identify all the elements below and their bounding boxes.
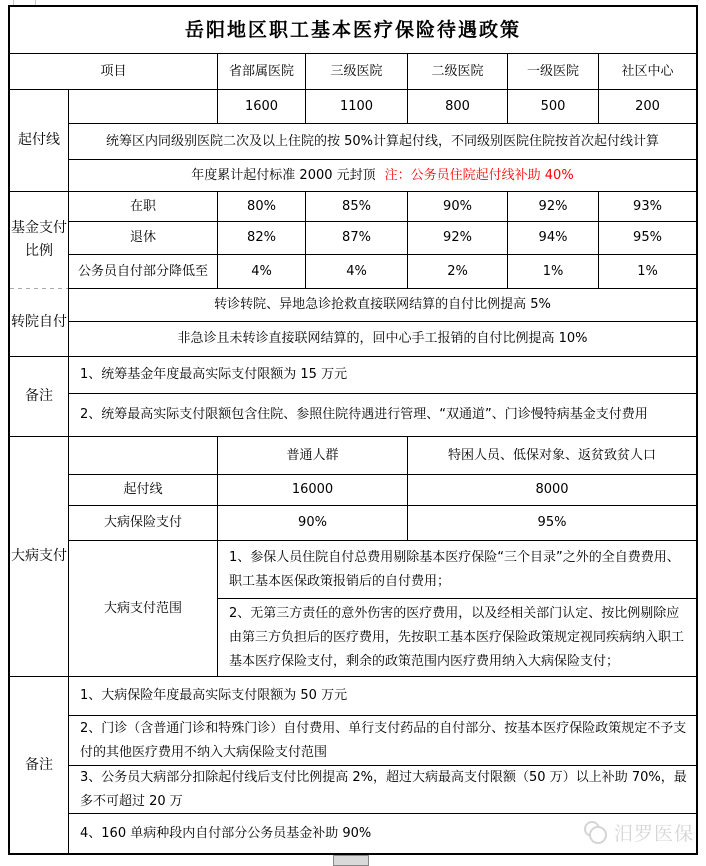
si-scope-item-2: 2、无第三方责任的意外伤害的医疗费用，以及经相关部门认定、按比例剔除应由第三方负担后的医疗费用，先按职工基本医疗保险政策规定视同疾病纳入职工基本医疗保险支付，剩余的政策范围内医疗费用纳入大病保险支付； [218, 599, 696, 676]
si-deductible-poverty: 8000 [408, 475, 696, 505]
si-ratio-general: 90% [218, 506, 407, 540]
ratio-cell: 82% [218, 222, 305, 254]
ratio-cell: 80% [218, 192, 305, 221]
row-label-si-deductible: 起付线 [69, 475, 217, 505]
notes2-item-1: 1、大病保险年度最高实际支付限额为 50 万元 [69, 677, 696, 715]
watermark-text: 汨罗医保 [614, 823, 695, 845]
row-label-active-employee: 在职 [69, 192, 217, 221]
si-deductible-general: 16000 [218, 475, 407, 505]
section-label-notes2: 备注 [10, 677, 68, 853]
section-label-serious-illness: 大病支付 [10, 437, 68, 676]
group-header-poverty-population: 特困人员、低保对象、返贫致贫人口 [408, 437, 696, 474]
empty-cell [69, 90, 217, 123]
deductible-value-tier3: 1100 [306, 90, 407, 123]
notes1-item-1: 1、统筹基金年度最高实际支付限额为 15 万元 [69, 357, 696, 393]
section-label-notes1: 备注 [10, 357, 68, 436]
header-community-center: 社区中心 [599, 54, 696, 89]
group-header-general-population: 普通人群 [218, 437, 407, 474]
notes2-item-3: 3、公务员大病部分扣除起付线后支付比例提高 2%，超过大病最高支付限额（50 万）以上补助 70%，最多不可超过 20 万 [69, 766, 696, 813]
deductible-note-repeat-admission: 统筹区内同级别医院二次及以上住院的按 50%计算起付线，不同级别医院住院按首次起付线计算 [69, 124, 696, 159]
ratio-cell: 95% [599, 222, 696, 254]
table-title: 岳阳地区职工基本医疗保险待遇政策 [10, 7, 696, 53]
header-hospital-tier3: 三级医院 [306, 54, 407, 89]
ratio-cell: 4% [218, 255, 305, 288]
ratio-cell: 2% [408, 255, 507, 288]
deductible-value-community: 200 [599, 90, 696, 123]
row-label-civil-servant-copay: 公务员自付部分降低至 [69, 255, 217, 288]
notes2-item-4: 4、160 单病种段内自付部分公务员基金补助 90% [69, 814, 696, 853]
row-label-retiree: 退休 [69, 222, 217, 254]
ratio-cell: 92% [508, 192, 598, 221]
row-label-si-pay-ratio: 大病保险支付 [69, 506, 217, 540]
transfer-note-referral: 转诊转院、异地急诊抢救直接联网结算的自付比例提高 5% [69, 289, 696, 321]
header-hospital-provincial: 省部属医院 [218, 54, 305, 89]
header-item: 项目 [10, 54, 217, 89]
transfer-note-non-emergency: 非急诊且未转诊直接联网结算的，回中心手工报销的自付比例提高 10% [69, 322, 696, 356]
section-label-fund-ratio: 基金支付比例 [10, 192, 68, 288]
row-label-si-scope: 大病支付范围 [69, 541, 217, 676]
deductible-note-annual-cap [69, 160, 696, 191]
section-label-transfer: 转院自付 [10, 289, 68, 356]
header-hospital-tier1: 一级医院 [508, 54, 598, 89]
page-break-dashed-line [10, 288, 68, 289]
ratio-cell: 4% [306, 255, 407, 288]
ratio-cell: 92% [408, 222, 507, 254]
empty-cell [69, 437, 217, 474]
ratio-cell: 1% [599, 255, 696, 288]
ratio-cell: 87% [306, 222, 407, 254]
ratio-cell: 94% [508, 222, 598, 254]
deductible-value-tier1: 500 [508, 90, 598, 123]
watermark [582, 819, 694, 846]
ratio-cell: 93% [599, 192, 696, 221]
si-ratio-poverty: 95% [408, 506, 696, 540]
insurance-policy-table [8, 5, 698, 855]
section-label-deductible: 起付线 [10, 90, 68, 191]
deductible-value-provincial: 1600 [218, 90, 305, 123]
notes2-item-2: 2、门诊（含普通门诊和特殊门诊）自付费用、单行支付药品的自付部分、按基本医疗保险政策规定不予支付的其他医疗费用不纳入大病保险支付范围 [69, 716, 696, 765]
notes1-item-2: 2、统筹最高实际支付限额包含住院、参照住院待遇进行管理、“双通道”、门诊慢特病基金支付费用 [69, 394, 696, 436]
ratio-cell: 1% [508, 255, 598, 288]
header-hospital-tier2: 二级医院 [408, 54, 507, 89]
si-scope-item-1: 1、参保人员住院自付总费用剔除基本医疗保险“三个目录”之外的全自费费用、职工基本医保政策报销后的自付费用； [218, 541, 696, 598]
ratio-cell: 90% [408, 192, 507, 221]
ratio-cell: 85% [306, 192, 407, 221]
watermark-logo-icon [582, 819, 609, 846]
civil-servant-subsidy-note: 注：公务员住院起付线补助 40% [384, 167, 574, 183]
annual-cap-text: 年度累计起付标准 2000 元封顶 [191, 167, 376, 183]
deductible-value-tier2: 800 [408, 90, 507, 123]
page-break-marker [333, 855, 369, 866]
